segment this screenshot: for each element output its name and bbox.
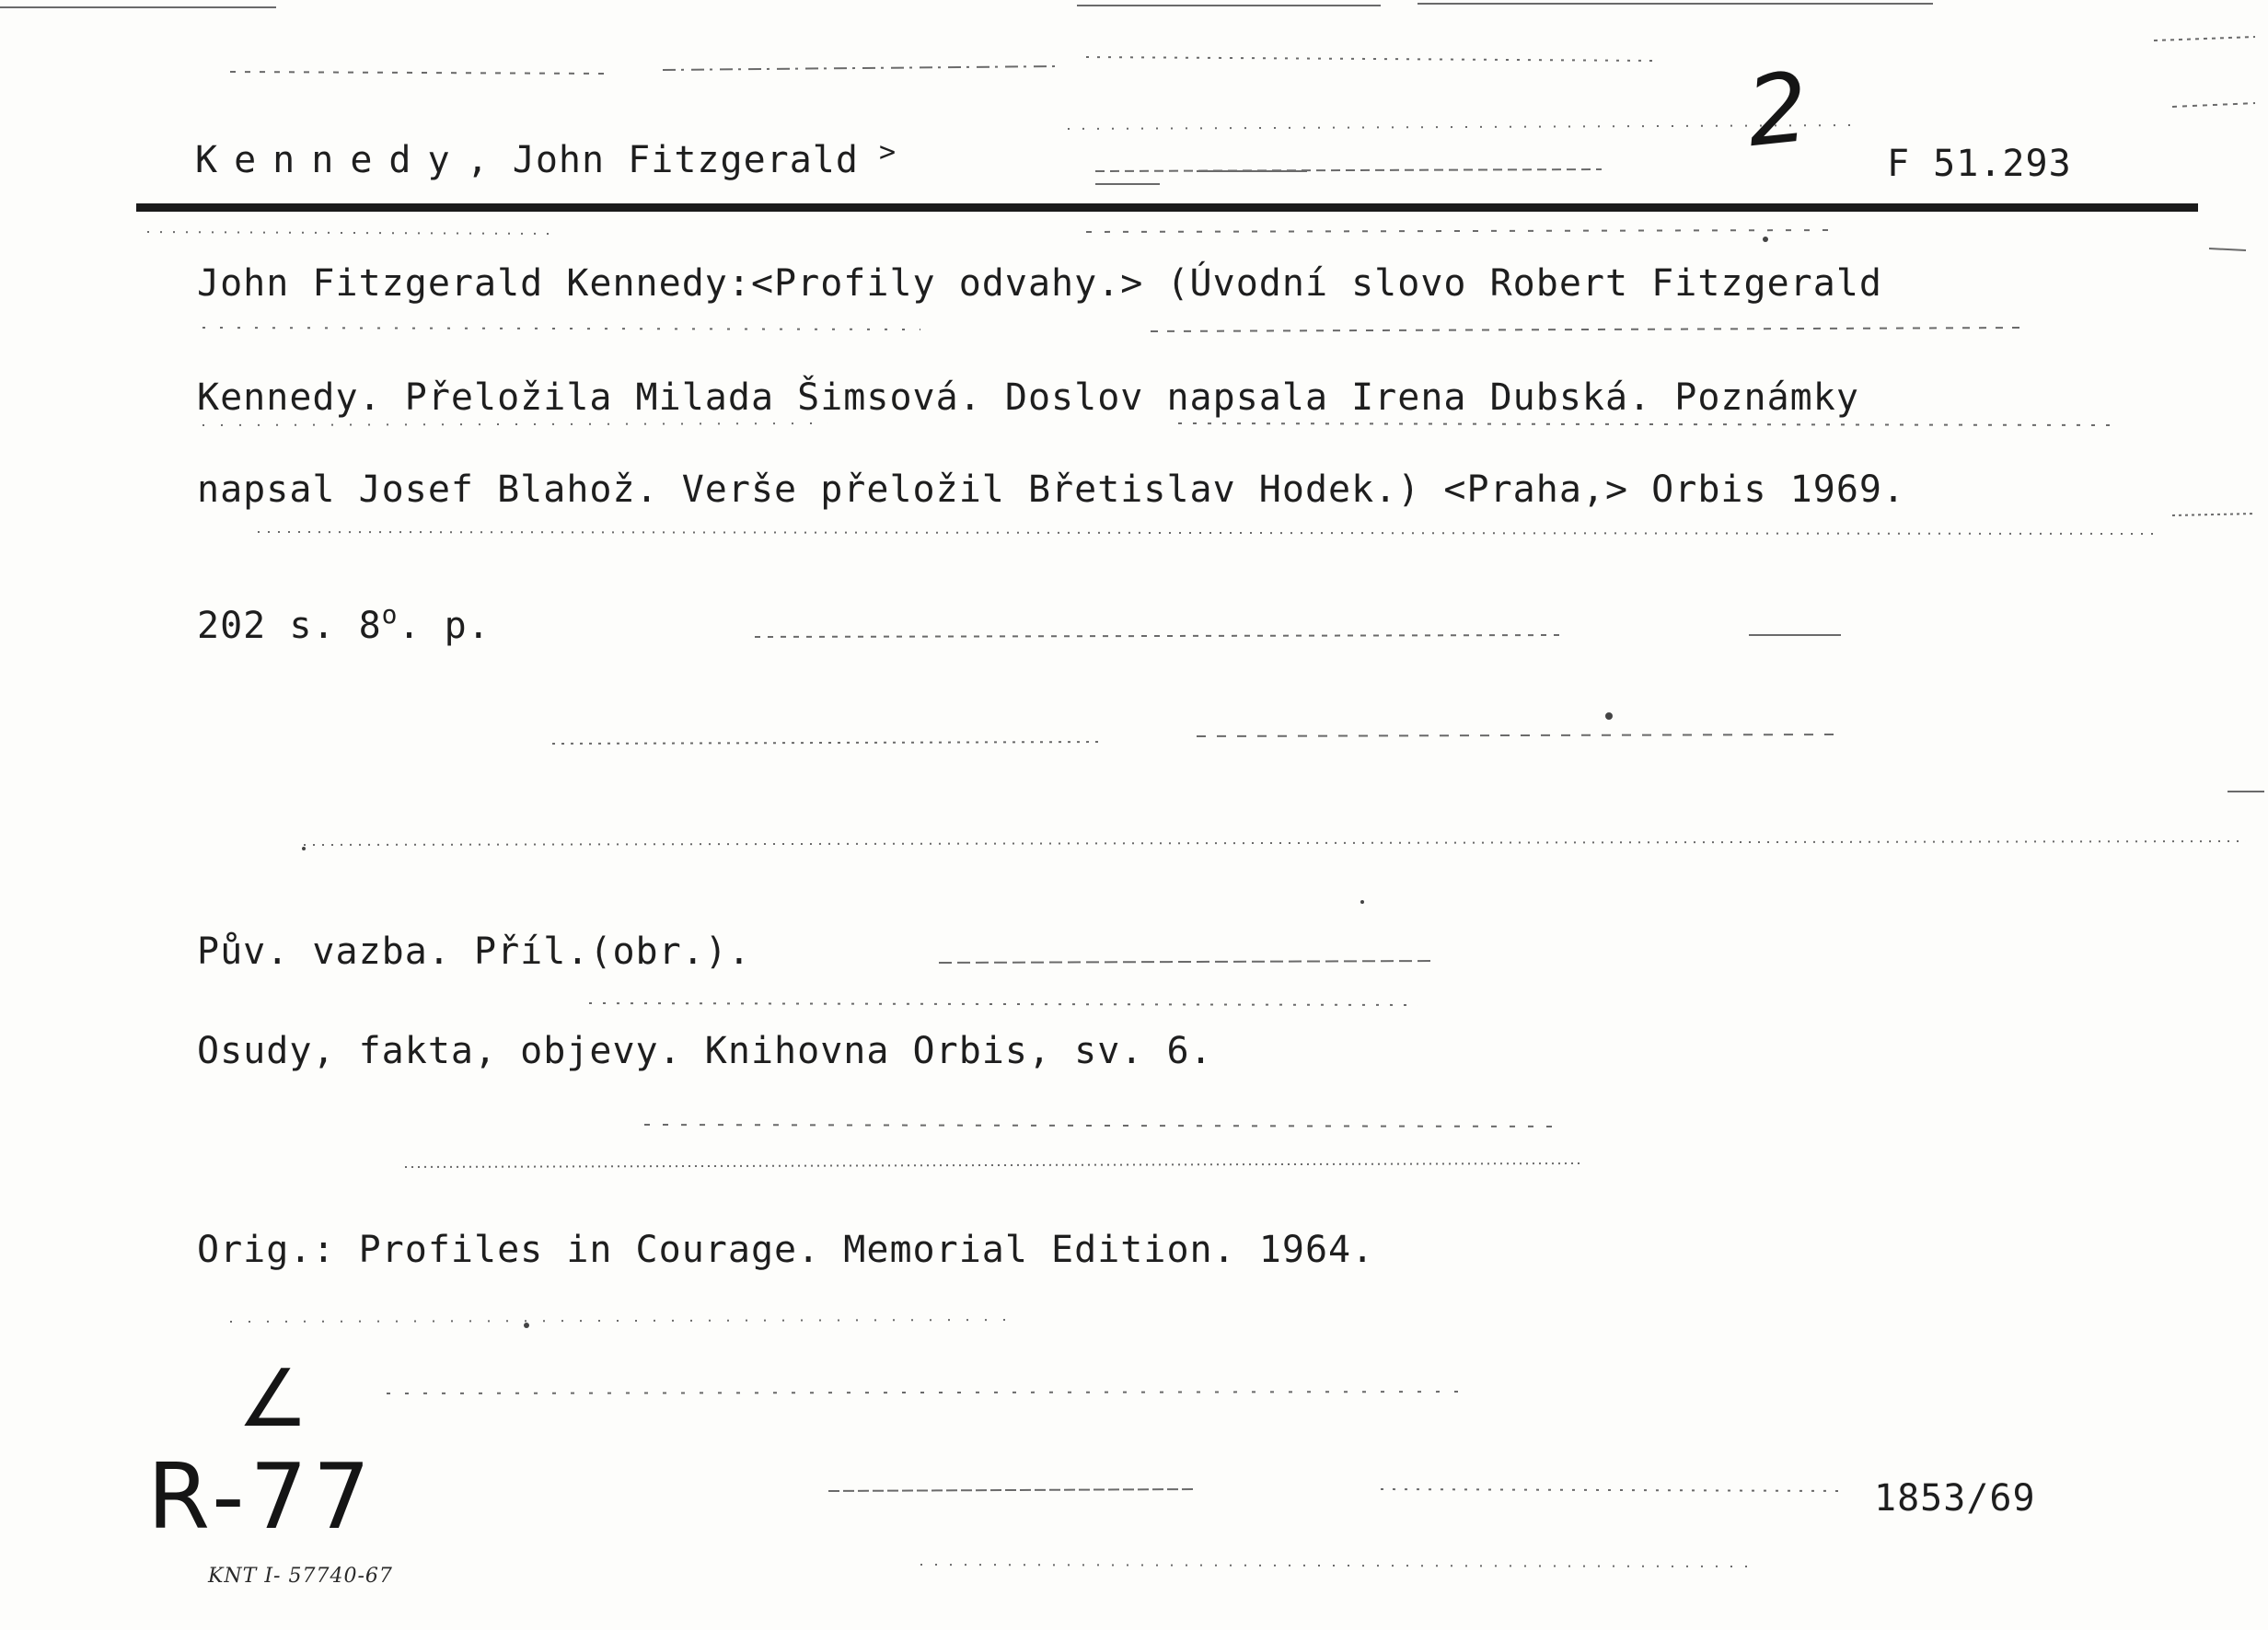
collation-format-sup: o — [381, 599, 399, 630]
printer-mark: KNT I- 57740-67 — [208, 1565, 393, 1588]
heading-surname: Kennedy — [195, 139, 467, 181]
note-series: Osudy, fakta, objevy. Knihovna Orbis, sv. 6. — [197, 1030, 1213, 1072]
heading-line — [195, 138, 897, 186]
body-line-3: napsal Josef Blahož. Verše přeložil Břetislav Hodek.) <Praha,> Orbis 1969. — [197, 468, 1906, 511]
handwritten-mark: ∠ — [237, 1353, 309, 1445]
accession-number: 1853/69 — [1874, 1477, 2036, 1520]
collation — [197, 599, 491, 652]
collation-suffix: . p. — [398, 605, 491, 647]
note-binding: Pův. vazba. Příl.(obr.). — [197, 931, 751, 973]
heading-rule — [136, 203, 2198, 212]
heading-bracket-mark: > — [878, 136, 897, 168]
original-title: Orig.: Profiles in Courage. Memorial Edition. 1964. — [197, 1229, 1375, 1271]
call-number: F 51.293 — [1887, 143, 2072, 185]
body-line-1: John Fitzgerald Kennedy:<Profily odvahy.> (Úvodní slovo Robert Fitzgerald — [197, 262, 1882, 305]
handwritten-number: 2 — [1741, 50, 1814, 169]
heading-given-names: , John Fitzgerald — [466, 139, 859, 181]
body-line-2: Kennedy. Přeložila Milada Šimsová. Doslov napsala Irena Dubská. Poznámky — [197, 376, 1859, 419]
handwritten-shelfmark: R-77 — [147, 1445, 376, 1550]
collation-pages: 202 s. 8 — [197, 605, 382, 647]
